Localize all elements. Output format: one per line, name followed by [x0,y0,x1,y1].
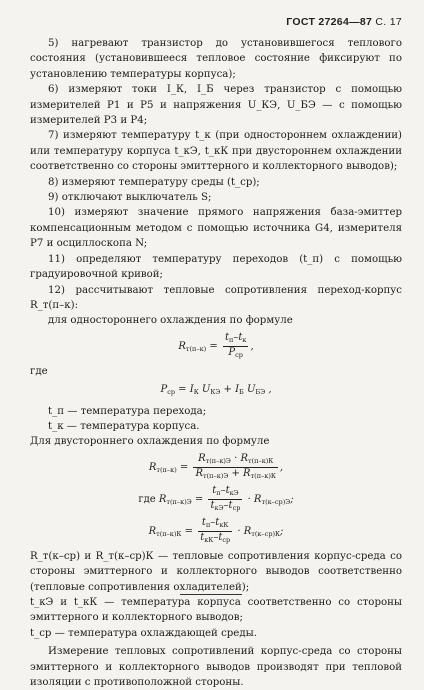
step-10: 10) измеряют значение прямого напряжения база-эмиттер компенсационным методом с помощью источника G4, измерителя P7 и осциллоскопа N; [30,207,402,250]
closing-paragraph: Измерение тепловых сопротивлений корпус-среда со стороны эмиттерного и коллекторного выводов производят при тепловой изоляции с противоположной стороны. [30,646,402,688]
two-side-intro: Для двустороннего охлаждения по формуле [30,436,270,448]
step-11: 11) определяют температуру переходов (t_п) с помощью градуировочной кривой; [30,253,402,281]
formula-power: $P_{ср} = I_К$ $U_{КЭ} + I_Б$ $U_{БЭ}$ , [160,384,272,397]
where-label-2: где [138,493,156,505]
formula-collector: $R_{т(п-к)К}$ = $\frac{t_п-t_{кК}}{t_{кК}-t_{ср}}$ · $R_{т(к-ср)К}$; [148,516,284,544]
step-8: 8) измеряют температуру среды (t_ср); [48,176,260,188]
step-6: 6) измеряют токи I_К, I_Б через транзистор с помощью измерителей P1 и P5 и напряжения U_КЭ, U_БЭ — с помощью измерителей P3 и P4; [30,84,402,127]
formula-two-side: $R_{т(п-к)}$ = $\frac{R_{т(п-к)Э} \cdot R_{т(п-к)К}}{R_{т(п-к)Э} + R_{т(п-к)К}}$ , [148,452,284,480]
def-case-temps: t_кЭ и t_кК — температура корпуса соответственно со стороны эмиттерного и коллекторного выводов; [30,596,402,624]
def-resistances: R_т(к–ср) и R_т(к–ср)К — тепловые сопротивления корпус-среда со стороны эмиттерного и коллекторного выводов соответственно (тепловые сопротивления охладителей); [30,550,402,593]
end-rule [180,594,242,595]
formula-emitter: где $R_{т(п-к)Э}$ = $\frac{t_п-t_{кЭ}}{t_{кЭ}-t_{ср}}$ · $R_{т(к-ср)Э}$; [138,484,294,512]
def-tp: t_п — температура перехода; [48,405,207,417]
def-tsr: t_ср — температура охлаждающей среды. [30,627,257,639]
step-12: 12) рассчитывают тепловые сопротивления переход-корпус R_т(п–к): [30,284,402,311]
step-9: 9) отключают выключатель S; [48,192,212,204]
step-7: 7) измеряют температуру t_к (при одностороннем охлаждении) или температуру корпуса t_кЭ, t_кК при двустороннем охлаждении соответственно со стороны эмиттерного и коллекторного выводов); [30,130,402,173]
step-5: 5) нагревают транзистор до установившегося теплового состояния (установившееся тепловое состояние фиксируют по установлению температуры корпуса); [30,38,402,80]
def-tk: t_к — температура корпуса. [48,420,200,432]
standard-number: ГОСТ 27264—87 [286,16,373,28]
one-side-intro: для одностороннего охлаждения по формуле [48,315,293,327]
document-body [30,36,402,690]
page-header [286,16,402,28]
where-label: где [30,365,48,377]
page-number: С. 17 [375,16,402,28]
formula-one-side: $R_{т(п-к)}$ = $\frac{t_п-t_к}{P_{ср}}$ , [178,331,254,359]
